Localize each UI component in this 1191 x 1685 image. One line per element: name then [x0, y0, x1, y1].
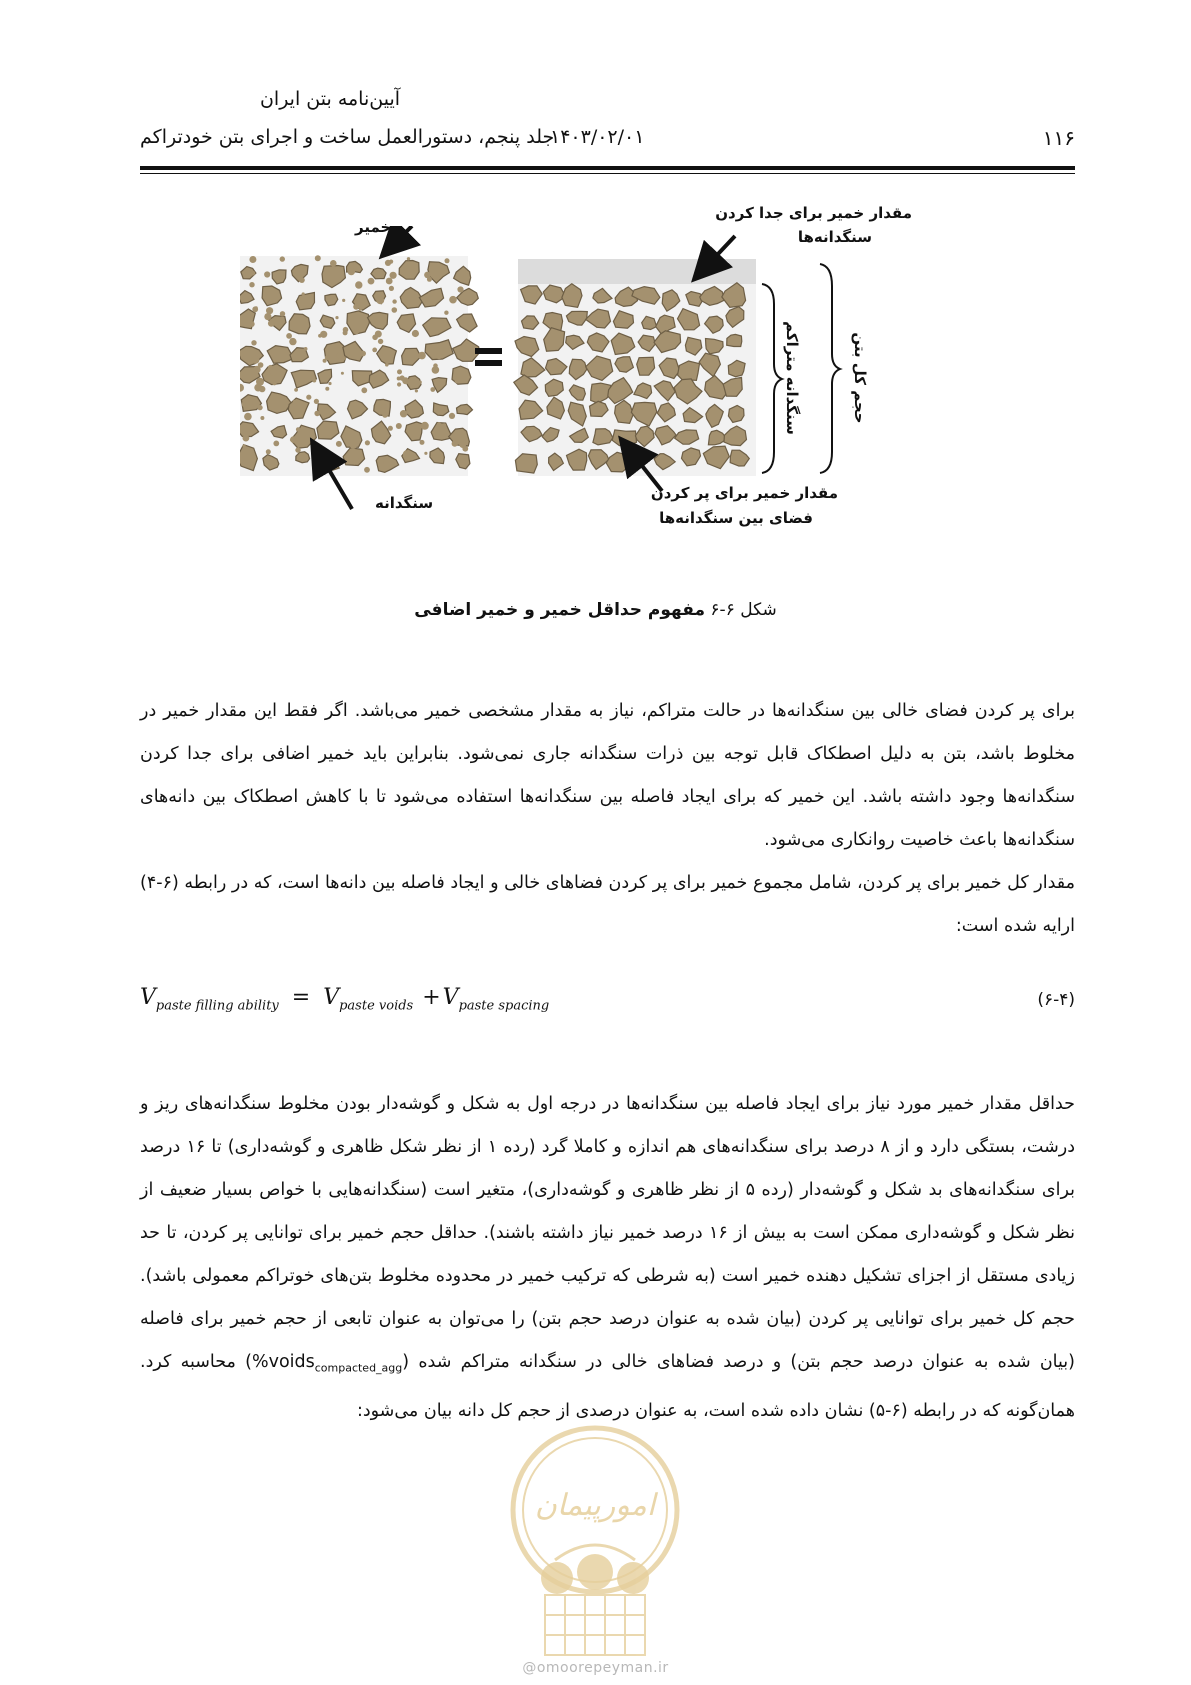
figure-title: مفهوم حداقل خمیر و خمیر اضافی	[414, 600, 705, 620]
fine-particle	[336, 441, 342, 447]
fine-particle	[364, 467, 370, 473]
watermark-seal	[495, 1410, 695, 1665]
figure-illustration	[240, 226, 915, 571]
fine-particle	[296, 427, 300, 431]
fine-particle	[264, 271, 270, 277]
paste-concept-figure	[240, 204, 915, 571]
fine-particle	[428, 292, 433, 297]
fine-particle	[390, 272, 397, 279]
fine-particle	[437, 422, 441, 426]
fine-particle	[244, 413, 252, 421]
paragraph: مقدار کل خمیر برای پر کردن، شامل مجموع خمیر برای پر کردن فضاهای خالی و ایجاد فاصله بین دانه‌ها است، که در رابطه (۶-۴) ارایه شده است:	[140, 873, 1075, 936]
fine-particle	[269, 299, 273, 303]
voids-term: %voids$_{compacted\_agg}$	[251, 1352, 403, 1375]
fine-particle	[302, 292, 305, 295]
equation-operator: +	[422, 985, 441, 1010]
excess-paste-layer	[518, 259, 756, 284]
fine-particle	[392, 299, 396, 303]
fine-particle	[382, 404, 387, 409]
filling-paste-label-line2: فضای بین سنگدانه‌ها	[659, 509, 813, 527]
fine-particle	[432, 366, 440, 374]
fine-particle	[397, 369, 402, 374]
fine-particle	[389, 260, 393, 264]
fine-particle	[372, 348, 377, 353]
equals-sign	[475, 348, 502, 366]
fine-particle	[375, 375, 383, 383]
fine-particle	[289, 338, 296, 345]
aggregate-particle	[457, 404, 473, 414]
fine-particle	[242, 400, 250, 408]
fine-particle	[436, 353, 442, 359]
fine-particle	[314, 460, 318, 464]
fine-particle	[314, 399, 319, 404]
fine-particle	[335, 316, 338, 319]
fine-particle	[365, 440, 370, 445]
fine-particle	[368, 278, 375, 285]
fine-particle	[325, 355, 330, 360]
total-volume-label: حجم کل بتن	[851, 332, 869, 424]
fine-particle	[400, 410, 407, 417]
fine-particle	[304, 347, 308, 351]
figure-caption	[0, 600, 1191, 620]
fine-particle	[328, 382, 331, 385]
aggregate-particle	[727, 334, 742, 346]
fine-particle	[280, 256, 285, 261]
equation-symbol: V	[140, 985, 156, 1010]
fine-particle	[420, 440, 425, 445]
fine-particle	[260, 416, 264, 420]
fine-particle	[257, 405, 262, 410]
fine-particle	[318, 334, 322, 338]
aggregate-particle	[289, 314, 310, 334]
fine-particle	[410, 271, 415, 276]
paste-arrow	[390, 226, 412, 248]
fine-particle	[424, 452, 427, 455]
fine-particle	[415, 389, 418, 392]
fine-particle	[356, 300, 361, 305]
paragraph	[140, 1083, 1075, 1433]
fine-particle	[299, 277, 305, 283]
fine-particle	[314, 411, 320, 417]
aggregate-particle	[296, 293, 314, 310]
separation-paste-label-line2: سنگدانه‌ها	[797, 228, 872, 246]
voids-subscript: compacted_agg	[314, 1361, 403, 1375]
aggregate-particle	[515, 454, 537, 473]
paste-label: خمیر	[355, 218, 392, 236]
equation-subscript: paste spacing	[458, 998, 550, 1014]
running-header	[140, 126, 1075, 160]
equation-symbol: V	[442, 985, 459, 1010]
fine-particle	[325, 408, 329, 412]
filling-paste-label-line1: مقدار خمیر برای پر کردن	[650, 484, 838, 502]
watermark-logo-text: امورپیمان	[534, 1488, 656, 1523]
fine-particle	[295, 447, 300, 452]
fine-particle	[430, 387, 435, 392]
aggregate-particle	[728, 405, 744, 422]
fine-particle	[249, 256, 256, 263]
fine-particle	[357, 459, 361, 463]
fine-particle	[268, 320, 275, 327]
fine-particle	[259, 386, 265, 392]
fine-particle	[268, 365, 273, 370]
equation-number: (۶-۴)	[1037, 990, 1075, 1010]
fine-particle	[383, 459, 391, 467]
fine-particle	[252, 400, 259, 407]
document-title: آیین‌نامه بتن ایران	[259, 88, 401, 110]
fine-particle	[421, 422, 429, 430]
equation-symbol: V	[323, 985, 340, 1010]
total-volume-brace	[820, 264, 840, 473]
fine-particle	[396, 423, 402, 429]
fine-particle	[325, 387, 329, 391]
header-rule-thin	[140, 173, 1075, 174]
paragraph-text: ) محاسبه کرد. همان‌گونه که در رابطه (۶-۵) نشان داده شده است، به عنوان درصدی از حجم کل دانه بیان می‌شود:	[140, 1352, 1075, 1421]
fine-particle	[461, 275, 464, 278]
fine-particle	[243, 435, 250, 442]
fine-particle	[376, 296, 384, 304]
fine-particle	[353, 304, 359, 310]
fine-particle	[272, 381, 276, 385]
paragraph-text: حداقل مقدار خمیر مورد نیاز برای ایجاد فاصله بین سنگدانه‌ها در درجه اول به شکل و گوشه‌دار بودن مخلوط سنگدانه‌های ریز و درشت، بستگی دارد و از ۸ درصد برای سنگدانه‌های هم اندازه و کاملا گرد (رده ۱ از نظر شکل ظاهری و گوشه‌داری) تا ۱۶ درصد برای سنگدانه‌های بد شکل و گوشه‌دار (رده ۵ از نظر ظاهری و گوشه‌داری)، متغیر است (سنگدانه‌هایی با خواص بسیار ضعیف از نظر شکل و گوشه‌داری ممکن است به بیش از ۱۶ درصد خمیر نیاز داشته باشند). حداقل حجم خمیر برای توانایی پر کردن، تا حد زیادی مستقل از اجزای تشکیل دهنده خمیر است (به شرطی که ترکیب خمیر در محدوده مخلوط بتن‌های خوتراکم معمولی باشد). حجم کل خمیر برای توانایی پر کردن (بیان شده به عنوان درصد حجم بتن) را می‌توان به عنوان تابعی از حجم خمیر برای فاصله (بیان شده به عنوان درصد حجم بتن) و درصد فضاهای خالی در سنگدانه متراکم شده (	[140, 1094, 1076, 1372]
fine-particle	[457, 286, 463, 292]
fine-particle	[403, 450, 410, 457]
fine-particle	[343, 356, 346, 359]
fine-particle	[294, 388, 298, 392]
equation-subscript: paste voids	[339, 998, 414, 1014]
separation-paste-label-line1: مقدار خمیر برای جدا کردن	[715, 204, 912, 222]
fine-particle	[270, 369, 277, 376]
fine-particle	[266, 449, 271, 454]
fine-particle	[360, 351, 366, 357]
fine-particle	[359, 308, 362, 311]
equation-operator: =	[291, 985, 311, 1010]
fine-particle	[250, 271, 255, 276]
fine-particle	[361, 387, 367, 393]
fine-particle	[348, 268, 356, 276]
figure-number: شکل ۶-۶	[710, 600, 777, 620]
fine-particle	[296, 401, 302, 407]
fine-particle	[355, 281, 362, 288]
aggregate-particle	[593, 429, 613, 445]
fine-particle	[360, 302, 366, 308]
fine-particle	[243, 444, 246, 447]
fine-particle	[397, 382, 401, 386]
header-rule	[140, 166, 1075, 170]
fine-particle	[342, 299, 345, 302]
fine-particle	[290, 436, 297, 443]
fine-particle	[399, 375, 404, 380]
fine-particle	[418, 352, 426, 360]
header-date: ۱۴۰۳/۰۲/۰۱	[550, 126, 645, 148]
fine-particle	[388, 426, 393, 431]
fine-particle	[280, 311, 285, 316]
paragraph: برای پر کردن فضای خالی بین سنگدانه‌ها در حالت متراکم، نیاز به مقدار مشخصی خمیر می‌باشد. اگر فقط این مقدار خمیر در مخلوط باشد، بتن به دلیل اصطکاک قابل توجه بین ذرات سنگدانه جاری نمی‌شود. بنابراین باید خمیر اضافی برای جدا کردن سنگدانه‌ها وجود داشته باشد. این خمیر که برای ایجاد فاصله بین سنگدانه‌ها استفاده می‌شود تا با کاهش اصطکاک بین دانه‌های سنگدانه‌ها باعث خاصیت روانکاری می‌شود.	[140, 701, 1075, 850]
fine-particle	[392, 307, 398, 313]
fine-particle	[378, 339, 383, 344]
fine-particle	[454, 376, 458, 380]
fine-particle	[386, 278, 393, 285]
aggregate-particle	[612, 430, 636, 446]
fine-particle	[449, 296, 457, 304]
fine-particle	[343, 330, 348, 335]
compacted-aggregate-label: سنگدانه متراکم	[783, 321, 801, 435]
fine-particle	[354, 329, 360, 335]
fine-particle	[249, 282, 254, 287]
fine-particle	[379, 353, 383, 357]
fine-particle	[258, 362, 264, 368]
compacted-aggregate-brace	[762, 284, 782, 473]
fine-particle	[459, 441, 466, 448]
fine-particle	[418, 381, 421, 384]
fine-particle	[266, 307, 273, 314]
fine-particle	[252, 306, 258, 312]
fine-particle	[252, 356, 260, 364]
fine-particle	[251, 340, 256, 345]
fine-particle	[382, 412, 388, 418]
fine-particle	[337, 353, 343, 359]
aggregate-particle	[296, 452, 310, 463]
fine-particle	[412, 330, 419, 337]
fine-particle	[330, 260, 337, 267]
fine-particle	[352, 460, 356, 464]
fine-particle	[256, 378, 264, 386]
fine-particle	[306, 395, 311, 400]
fine-particle	[442, 423, 446, 427]
fine-particle	[444, 311, 448, 315]
aggregate-label: سنگدانه	[375, 494, 434, 512]
fine-particle	[341, 372, 344, 375]
watermark-url: @omoorepeyman.ir	[522, 1660, 669, 1676]
fine-particle	[249, 321, 255, 327]
fine-particle	[452, 441, 458, 447]
fine-particle	[315, 255, 321, 261]
fine-particle	[466, 299, 470, 303]
fine-particle	[424, 272, 431, 279]
watermark-logo	[495, 1410, 695, 1665]
fine-particle	[407, 257, 410, 260]
fine-particle	[445, 258, 450, 263]
volume-title: جلد پنجم، دستورالعمل ساخت و اجرای بتن خودتراکم	[140, 126, 555, 148]
fine-particle	[286, 333, 292, 339]
fine-particle	[385, 363, 389, 367]
fine-particle	[312, 379, 316, 383]
fine-particle	[350, 442, 357, 449]
equation	[140, 985, 549, 1025]
fine-particle	[449, 413, 455, 419]
page-number: ۱۱۶	[1042, 126, 1075, 150]
fine-particle	[273, 441, 279, 447]
fine-particle	[372, 335, 378, 341]
equation-subscript: paste filling ability	[155, 998, 279, 1014]
fine-particle	[389, 286, 394, 291]
